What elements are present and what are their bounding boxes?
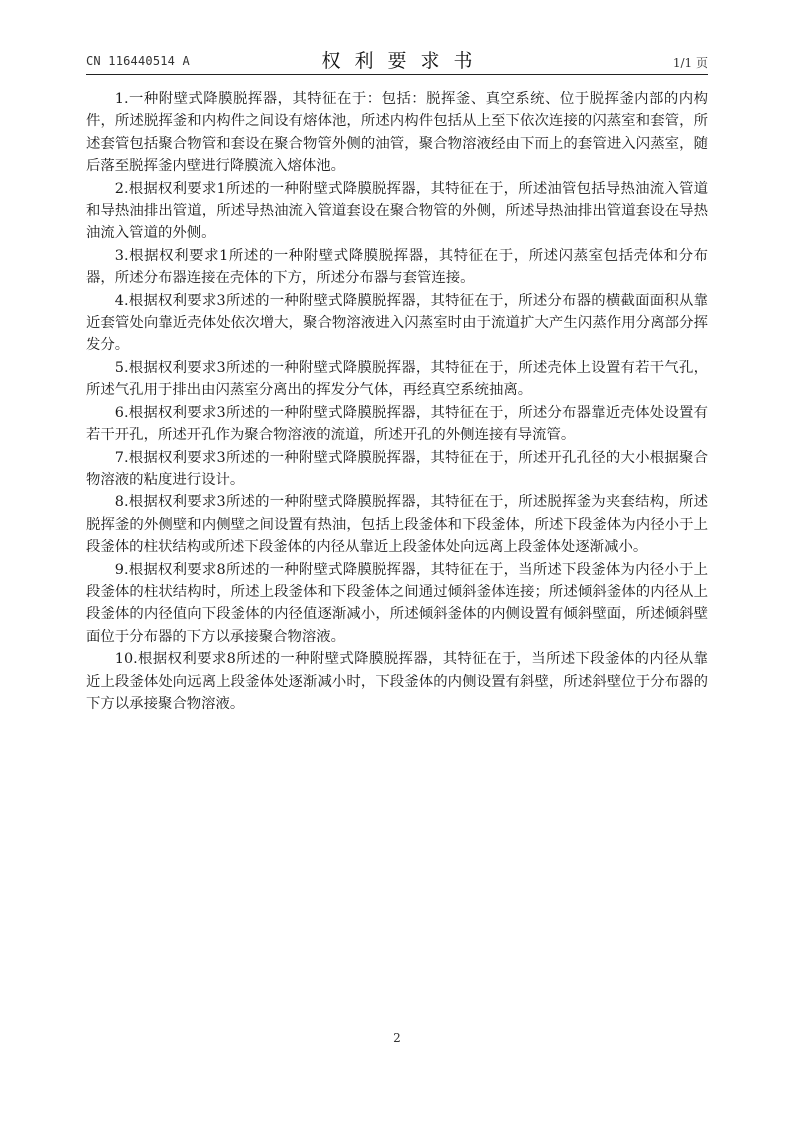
claim-6: 6.根据权利要求3所述的一种附壁式降膜脱挥器，其特征在于，所述分布器靠近壳体处设置有若干开孔，所述开孔作为聚合物溶液的流道，所述开孔的外侧连接有导流管。 [86,404,708,444]
page-header [86,44,708,74]
claim-5: 5.根据权利要求3所述的一种附壁式降膜脱挥器，其特征在于，所述壳体上设置有若干气孔，所述气孔用于排出由闪蒸室分离出的挥发分气体，再经真空系统抽离。 [86,359,708,399]
claim-4: 4.根据权利要求3所述的一种附壁式降膜脱挥器，其特征在于，所述分布器的横截面面积从靠近套管处向靠近壳体处依次增大，聚合物溶液进入闪蒸室时由于流道扩大产生闪蒸作用分离部分挥发分。 [86,292,708,354]
claims-body [86,88,708,715]
claim-1: 1.一种附壁式降膜脱挥器，其特征在于：包括：脱挥釜、真空系统、位于脱挥釜内部的内构件，所述脱挥釜和内构件之间设有熔体池，所述内构件包括从上至下依次连接的闪蒸室和套管，所述套管包括聚合物管和套设在聚合物管外侧的油管，聚合物溶液经由下而上的套管进入闪蒸室，随后落至脱挥釜内壁进行降膜流入熔体池。 [86,91,708,175]
page-indicator: 1/1 页 [672,56,708,70]
claim-8: 8.根据权利要求3所述的一种附壁式降膜脱挥器，其特征在于，所述脱挥釜为夹套结构，所述脱挥釜的外侧壁和内侧壁之间设置有热油，包括上段釜体和下段釜体，所述下段釜体为内径小于上段釜体的柱状结构或所述下段釜体的内径从靠近上段釜体处向远离上段釜体处逐渐减小。 [86,494,708,556]
publication-number: CN 116440514 A [86,54,190,68]
header-divider [86,74,708,75]
document-title: 权利要求书 [321,50,487,72]
claim-7: 7.根据权利要求3所述的一种附壁式降膜脱挥器，其特征在于，所述开孔孔径的大小根据聚合物溶液的粘度进行设计。 [86,449,708,488]
claim-9: 9.根据权利要求8所述的一种附壁式降膜脱挥器，其特征在于，当所述下段釜体为内径小于上段釜体的柱状结构时，所述上段釜体和下段釜体之间通过倾斜釜体连接；所述倾斜釜体的内径从上段釜体的内径值向下段釜体的内径值逐渐减小，所述倾斜釜体的内侧设置有倾斜壁面，所述倾斜壁面位于分布器的下方以承接聚合物溶液。 [86,561,708,645]
claim-2: 2.根据权利要求1所述的一种附壁式降膜脱挥器，其特征在于，所述油管包括导热油流入管道和导热油排出管道，所述导热油流入管道套设在聚合物管的外侧，所述导热油排出管道套设在导热油流入管道的外侧。 [86,180,708,242]
page-number: 2 [393,1031,401,1045]
claim-10: 10.根据权利要求8所述的一种附壁式降膜脱挥器，其特征在于，当所述下段釜体的内径从靠近上段釜体处向远离上段釜体处逐渐减小时，下段釜体的内侧设置有斜壁，所述斜壁位于分布器的下方以承接聚合物溶液。 [86,651,708,712]
claim-3: 3.根据权利要求1所述的一种附壁式降膜脱挥器，其特征在于，所述闪蒸室包括壳体和分布器，所述分布器连接在壳体的下方，所述分布器与套管连接。 [86,247,708,287]
